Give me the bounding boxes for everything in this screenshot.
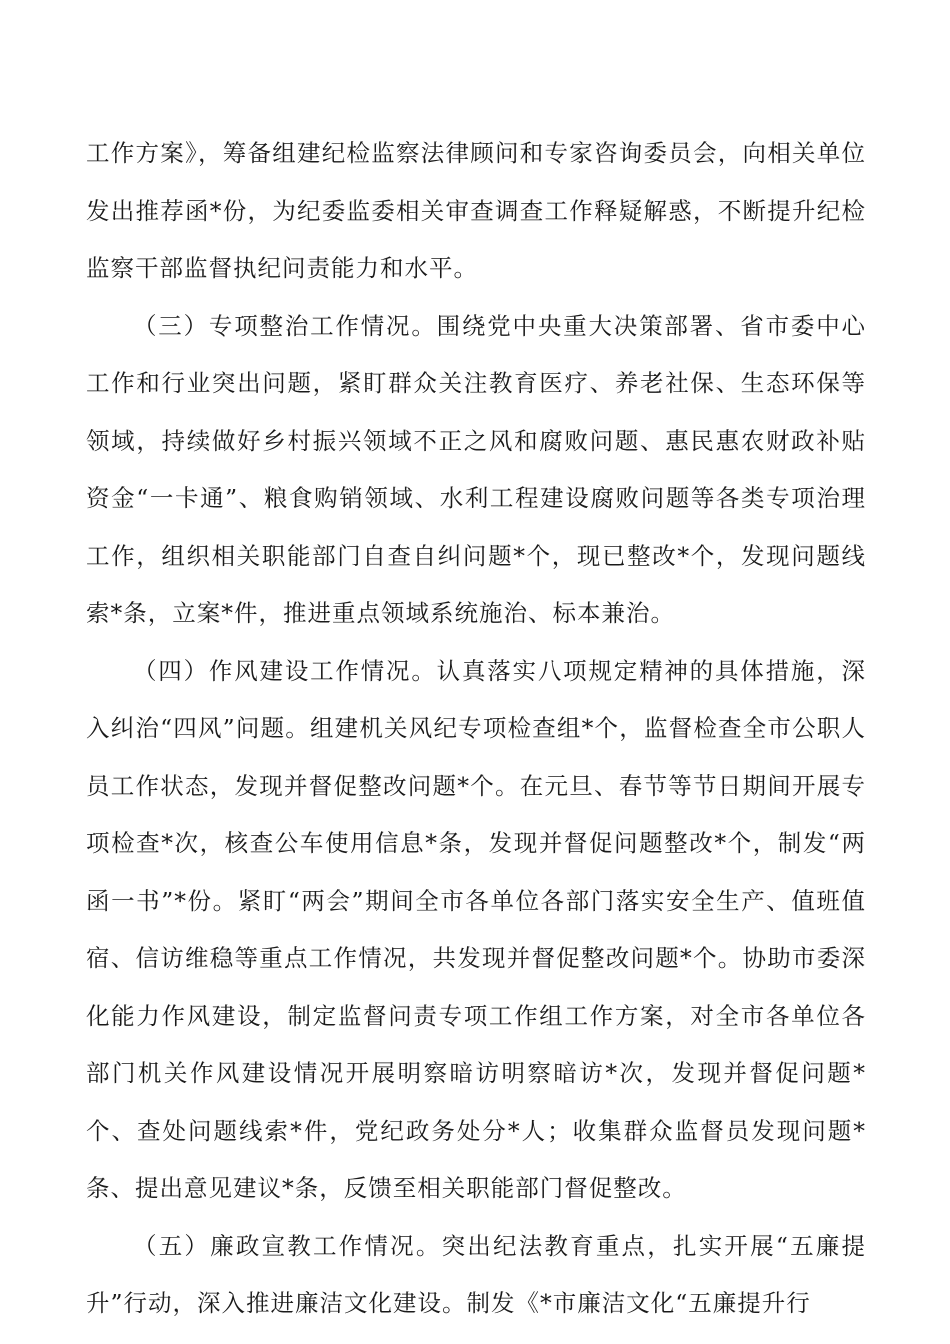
paragraph-work-style: （四）作风建设工作情况。认真落实八项规定精神的具体措施，深入纠治“四风”问题。组建机关风纪专项检查组*个，监督检查全市公职人员工作状态，发现并督促整改问题*个。在元旦、春节等节日期间开展专项检查*次，核查公车使用信息*条，发现并督促问题整改*个，制发“两函一书”*份。紧盯“两会”期间全市各单位各部门落实安全生产、值班值宿、信访维稳等重点工作情况，共发现并督促整改问题*个。协助市委深化能力作风建设，制定监督问责专项工作组工作方案，对全市各单位各部门机关作风建设情况开展明察暗访明察暗访*次，发现并督促问题*个、查处问题线索*件，党纪政务处分*人；收集群众监督员发现问题*条、提出意见建议*条，反馈至相关职能部门督促整改。 — [86, 656, 866, 1202]
paragraph-special-rectification: （三）专项整治工作情况。围绕党中央重大决策部署、省市委中心工作和行业突出问题，紧盯群众关注教育医疗、养老社保、生态环保等领域，持续做好乡村振兴领域不正之风和腐败问题、惠民惠农财政补贴资金“一卡通”、粮食购销领域、水利工程建设腐败问题等各类专项治理工作，组织相关职能部门自查自纠问题*个，现已整改*个，发现问题线索*条，立案*件，推进重点领域系统施治、标本兼治。 — [86, 311, 866, 627]
paragraph-continuation: 工作方案》，筹备组建纪检监察法律顾问和专家咨询委员会，向相关单位发出推荐函*份，为纪委监委相关审查调查工作释疑解惑，不断提升纪检监察干部监督执纪问责能力和水平。 — [86, 139, 866, 282]
paragraph-integrity-education: （五）廉政宣教工作情况。突出纪法教育重点，扎实开展“五廉提升”行动，深入推进廉洁文化建设。制发《*市廉洁文化“五廉提升行 — [86, 1231, 866, 1317]
document-body — [86, 125, 866, 1333]
